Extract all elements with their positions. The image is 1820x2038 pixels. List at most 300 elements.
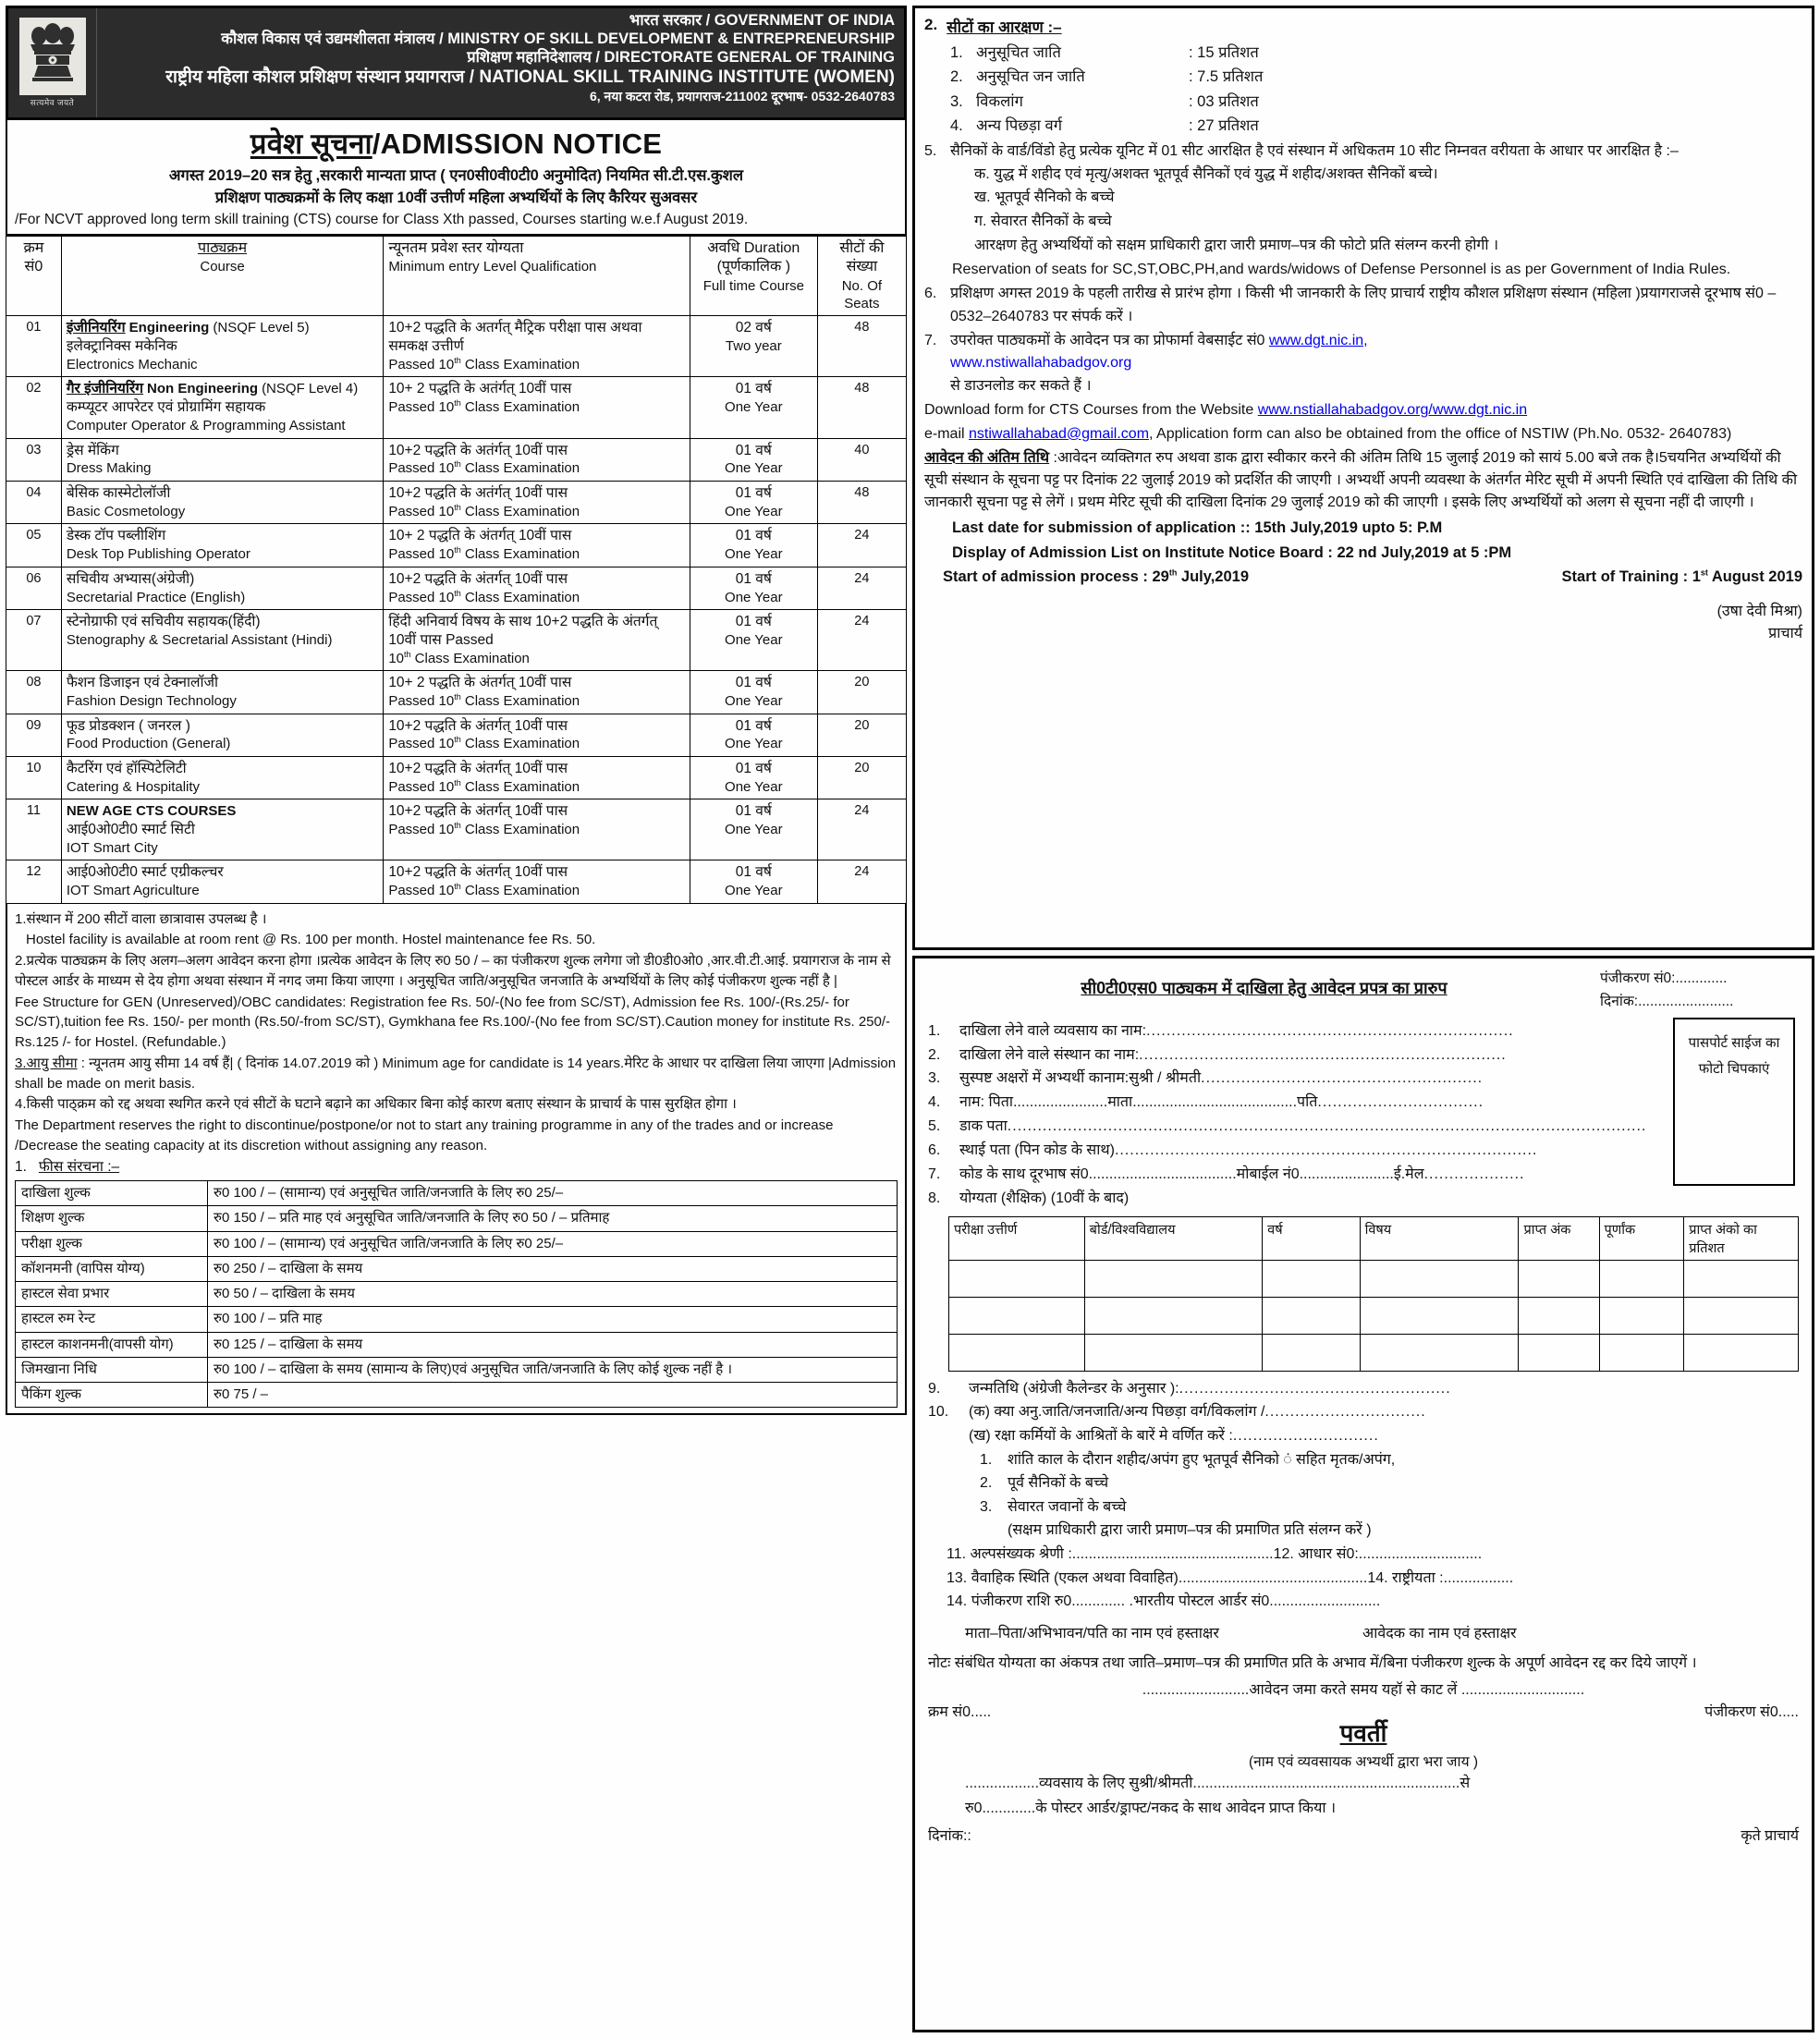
form-field-body[interactable]: स्थाई पता (पिन कोड के साथ).................................................................................... bbox=[959, 1142, 1538, 1159]
reservation-item-percent: : 03 प्रतिशत bbox=[1189, 92, 1259, 110]
field-category bbox=[928, 1400, 1799, 1424]
qualification-english: Passed 10th Class Examination bbox=[388, 882, 580, 899]
duration-english: One Year bbox=[725, 399, 783, 416]
form-field-dots: ......................................................................... bbox=[1146, 1022, 1514, 1039]
seats-cell: 24 bbox=[817, 610, 906, 671]
duration-hindi: 01 वर्ष bbox=[735, 864, 772, 881]
duration-hindi: 02 वर्ष bbox=[735, 320, 772, 336]
duration-english: One Year bbox=[725, 693, 783, 710]
qualification-cell bbox=[384, 610, 690, 671]
course-name-hindi: फूड प्रोडक्शन ( जनरल ) bbox=[66, 717, 190, 734]
fee-label: शिक्षण शुल्क bbox=[16, 1206, 208, 1231]
table-row bbox=[6, 438, 907, 481]
course-group-level: (NSQF Level 4) bbox=[262, 381, 359, 397]
form-field-body[interactable]: कोड के साथ दूरभाष सं0....................................मोबाईल नं0.......................ई.मेल.................... bbox=[959, 1166, 1525, 1183]
form-field-body[interactable]: सुस्पष्ट अक्षरों में अभ्यर्थी कानाम:सुश्री / श्रीमती........................................................ bbox=[959, 1070, 1484, 1087]
start-admission-post: July,2019 bbox=[1177, 568, 1249, 586]
defense-sub-text: सेवारत जवानों के बच्चे bbox=[1008, 1498, 1127, 1515]
seats-cell: 24 bbox=[817, 567, 906, 609]
seats-cell: 20 bbox=[817, 671, 906, 714]
form-title: सी0टी0एस0 पाठ्यकम में दाखिला हेतु आवेदन प्रपत्र का प्रारुप bbox=[1081, 979, 1447, 997]
fee-value: रु0 100 / – (सामान्य) एवं अनुसूचित जाति/जनजाति के लिए रु0 25/– bbox=[208, 1181, 898, 1206]
qualification-empty-cell[interactable] bbox=[1684, 1297, 1799, 1334]
form-field-number: 4. bbox=[928, 1094, 941, 1111]
form-field-body[interactable]: डाक पता............................................................................................................................... bbox=[959, 1118, 1647, 1135]
table-row bbox=[6, 799, 907, 860]
field-10-number: 10. bbox=[928, 1404, 949, 1421]
qualification-empty-cell[interactable] bbox=[1263, 1297, 1360, 1334]
qualification-col-header: पूर्णांक bbox=[1599, 1216, 1684, 1260]
defense-sub-item bbox=[980, 1448, 1799, 1472]
notice-subtitle-line2: प्रशिक्षण पाठ्यक्रमों के लिए कक्षा 10वीं उत्तीर्ण महिला अभ्यर्थियों के लिए कैरियर सुअवसर bbox=[214, 189, 698, 206]
course-name-cell bbox=[61, 799, 384, 860]
course-serial-no: 10 bbox=[6, 757, 62, 799]
field-10a-dots: ................................ bbox=[1264, 1404, 1426, 1421]
course-name-english: Electronics Mechanic bbox=[66, 356, 198, 372]
duration-cell bbox=[690, 524, 817, 567]
form-field-colon: :सुश्री / श्रीमती bbox=[1124, 1070, 1202, 1087]
nsti-website-link[interactable]: www.nstiwallahabadgov.org bbox=[950, 355, 1132, 372]
download-website-link[interactable]: www.nstiallahabadgov.org/www.dgt.nic.in bbox=[1257, 401, 1528, 418]
form-note: नोटः संबंधित योग्यता का अंकपत्र तथा जाति–प्रमाण–पत्र की प्रमाणित प्रति के अभाव में/बिना पंजीकरण शुल्क के अपूर्ण आवेदन रद्द कर दिये जाएगें । bbox=[928, 1654, 1697, 1671]
registration-box bbox=[1600, 968, 1799, 1014]
duration-english: One Year bbox=[725, 883, 783, 899]
reservation-item-percent: : 15 प्रतिशत bbox=[1189, 44, 1259, 61]
form-field-dots: .................... bbox=[1423, 1166, 1525, 1183]
course-name-cell bbox=[61, 757, 384, 799]
qualification-empty-cell[interactable] bbox=[1519, 1334, 1599, 1371]
last-date-paragraph bbox=[924, 447, 1802, 514]
qualification-table bbox=[948, 1216, 1799, 1372]
fee-value: रु0 100 / – दाखिला के समय (सामान्य के लिए)एवं अनुसूचित जाति/जनजाति के लिए कोई शुल्क नहीं है । bbox=[208, 1357, 898, 1382]
field-minority-aadhaar[interactable]: 11. अल्पसंख्यक श्रेणी :.................................................12. आधार सं0:.............................. bbox=[947, 1546, 1483, 1562]
qualification-cell bbox=[384, 316, 690, 377]
course-name-english: IOT Smart Agriculture bbox=[66, 883, 200, 899]
course-group-hindi: गैर इंजीनियरिंग bbox=[66, 381, 143, 397]
course-serial-no: 06 bbox=[6, 567, 62, 609]
field-10a-text[interactable] bbox=[969, 1400, 1799, 1424]
qualification-cell bbox=[384, 714, 690, 756]
field-marital-nationality[interactable]: 13. वैवाहिक स्थिति (एकल अथवा विवाहित)..............................................14. राष्ट्रीयता :................. bbox=[947, 1569, 1514, 1586]
start-admission-sup: th bbox=[1168, 567, 1178, 578]
fee-label: पैकिंग शुल्क bbox=[16, 1383, 208, 1408]
field-10b-dots: ............................. bbox=[1232, 1428, 1379, 1445]
course-serial-no: 08 bbox=[6, 671, 62, 714]
course-name-cell bbox=[61, 610, 384, 671]
course-name-english: Fashion Design Technology bbox=[66, 693, 237, 710]
principal-name: (उषा देवी मिश्रा) bbox=[1716, 603, 1802, 619]
qualification-empty-cell[interactable] bbox=[949, 1334, 1085, 1371]
notice-subtitle-line1: अगस्त 2019–20 सत्र हेतु ,सरकारी मान्यता प्राप्त ( एन0सी0वी0टी0 अनुमोदित) नियमित सी.टी.एस.कुशल bbox=[168, 167, 744, 184]
qualification-col-header: परीक्षा उत्तीर्ण bbox=[949, 1216, 1085, 1260]
email-link[interactable]: nstiwallahabad@gmail.com bbox=[969, 425, 1150, 442]
defense-sub-number: 2. bbox=[980, 1475, 993, 1492]
fee-label: हास्टल सेवा प्रभार bbox=[16, 1282, 208, 1307]
field-9-text[interactable] bbox=[969, 1377, 1799, 1401]
fee-value: रु0 50 / – दाखिला के समय bbox=[208, 1282, 898, 1307]
reservation-heading bbox=[924, 16, 1802, 37]
seats-cell: 40 bbox=[817, 438, 906, 481]
start-training-post: August 2019 bbox=[1707, 568, 1802, 586]
qualification-header-row bbox=[949, 1216, 1799, 1260]
qualification-empty-cell[interactable] bbox=[1360, 1334, 1519, 1371]
field-registration-amount[interactable]: 14. पंजीकरण राशि रु0............. .भारतीय पोस्टल आर्डर सं0........................... bbox=[947, 1593, 1381, 1610]
course-group-english: NEW AGE CTS COURSES bbox=[66, 803, 237, 820]
form-field-row bbox=[928, 1019, 1664, 1043]
qualification-cell bbox=[384, 860, 690, 903]
qualification-col-header: प्राप्त अंको का प्रतिशत bbox=[1684, 1216, 1799, 1260]
masthead bbox=[6, 6, 907, 120]
seats-cell: 20 bbox=[817, 757, 906, 799]
form-field-body[interactable]: नाम: पिता.......................माता........................................पति................................. bbox=[959, 1094, 1484, 1111]
qualification-empty-cell[interactable] bbox=[1084, 1260, 1263, 1297]
reservation-certificate-note: आरक्षण हेतु अभ्यर्थियों को सक्षम प्राधिकारी द्वारा जारी प्रमाण–पत्र की फोटो प्रति संलग्न करनी होगी । bbox=[974, 237, 1499, 253]
duration-english: One Year bbox=[725, 778, 783, 795]
qualification-english: 10th Class Examination bbox=[388, 649, 530, 666]
course-name-cell bbox=[61, 860, 384, 903]
qualification-hindi: 10+2 पद्धति के अंतर्गत् 10वीं पास bbox=[388, 864, 568, 881]
fee-value: रु0 150 / – प्रति माह एवं अनुसूचित जाति/जनजाति के लिए रु0 50 / – प्रतिमाह bbox=[208, 1206, 898, 1231]
qualification-empty-row[interactable] bbox=[949, 1334, 1799, 1371]
form-fields-list bbox=[928, 1019, 1799, 1211]
fee-table-body bbox=[16, 1181, 898, 1408]
photo-paste-box: पासपोर्ट साईज का फोटो चिपकाएं bbox=[1673, 1018, 1795, 1186]
defense-sub-a: क. युद्ध में शहीद एवं मृत्यु/अशक्त भूतपूर्व सैनिकों एवं युद्ध में शहीद/अशक्त सैनिकों बच्चे। bbox=[974, 165, 1438, 182]
qualification-english: Passed 10th Class Examination bbox=[388, 692, 580, 710]
notice-title-block bbox=[6, 120, 907, 236]
qualification-cell bbox=[384, 757, 690, 799]
course-serial-no: 03 bbox=[6, 438, 62, 481]
fee-row bbox=[16, 1181, 898, 1206]
note-1-english: Hostel facility is available at room rent @ Rs. 100 per month. Hostel maintenance fee Rs. 50. bbox=[26, 932, 596, 948]
duration-hindi: 01 वर्ष bbox=[735, 381, 772, 397]
reservation-heading-text: सीटों का आरक्षण :– bbox=[947, 18, 1062, 36]
defense-sub-item bbox=[980, 1495, 1799, 1519]
registration-number-field[interactable]: पंजीकरण सं0:............. bbox=[1600, 970, 1728, 986]
start-admission-pre: Start of admission process : 29 bbox=[943, 568, 1169, 586]
qualification-empty-cell[interactable] bbox=[1360, 1297, 1519, 1334]
table-row bbox=[6, 757, 907, 799]
duration-hindi: 01 वर्ष bbox=[735, 484, 772, 501]
table-row bbox=[6, 316, 907, 377]
form-field-body[interactable]: योग्यता (शैक्षिक) (10वीं के बाद) bbox=[959, 1190, 1130, 1206]
qualification-col-header: प्राप्त अंक bbox=[1519, 1216, 1599, 1260]
duration-english: One Year bbox=[725, 589, 783, 605]
seats-cell: 24 bbox=[817, 524, 906, 567]
course-name-cell bbox=[61, 481, 384, 523]
course-name-hindi: इलेक्ट्रानिक्स मकेनिक bbox=[66, 337, 177, 354]
qualification-empty-cell[interactable] bbox=[1599, 1260, 1684, 1297]
field-dob bbox=[928, 1377, 1799, 1401]
reservation-item bbox=[950, 114, 1802, 138]
qualification-empty-cell[interactable] bbox=[1263, 1260, 1360, 1297]
course-group-english: Engineering bbox=[128, 320, 210, 336]
course-name-hindi: आई0ओ0टी0 स्मार्ट सिटी bbox=[66, 821, 195, 837]
defense-sub-text: शांति काल के दौरान शहीद/अपंग हुए भूतपूर्व सैनिको ं सहित मृतक/अपंग, bbox=[1008, 1451, 1396, 1468]
masthead-text bbox=[97, 8, 904, 117]
item-7-number: 7. bbox=[924, 332, 937, 348]
defense-sub-b: ख. भूतपूर्व सैनिको के बच्चे bbox=[974, 189, 1115, 206]
course-name-english: Desk Top Publishing Operator bbox=[66, 546, 250, 563]
form-field-number: 6. bbox=[928, 1142, 941, 1159]
course-serial-no: 01 bbox=[6, 316, 62, 377]
fee-structure-heading bbox=[15, 1157, 898, 1178]
course-name-hindi: कम्प्यूटर आपरेटर एवं प्रोग्रामिंग सहायक bbox=[66, 399, 266, 416]
course-serial-no: 04 bbox=[6, 481, 62, 523]
course-serial-no: 07 bbox=[6, 610, 62, 671]
fee-value: रु0 250 / – दाखिला के समय bbox=[208, 1256, 898, 1281]
reservation-list bbox=[950, 41, 1802, 139]
qualification-empty-cell[interactable] bbox=[1263, 1334, 1360, 1371]
note-4-hindi: 4.किसी पाठ्क्रम को रद्द अथवा स्थगित करने एवं सीटों के घटाने बढ़ाने का अधिकार बिना कोई कारण बताए संस्थान के प्राचार्य के पास सुरक्षित होगा । bbox=[15, 1096, 737, 1113]
course-name-english: IOT Smart City bbox=[66, 839, 158, 856]
col-seats: सीटों की संख्या No. Of Seats bbox=[817, 236, 906, 315]
course-name-cell bbox=[61, 377, 384, 438]
qualification-hindi: 10+2 पद्धति के अंतर्गत् 10वीं पास bbox=[388, 570, 568, 587]
course-name-english: Secretarial Practice (English) bbox=[66, 589, 246, 605]
qualification-table-head bbox=[949, 1216, 1799, 1260]
qualification-col-header: बोर्ड/विश्वविद्यालय bbox=[1084, 1216, 1263, 1260]
principal-title: प्राचार्य bbox=[1768, 625, 1802, 641]
field-defense-dependents bbox=[928, 1424, 1799, 1448]
qualification-cell bbox=[384, 481, 690, 523]
duration-hindi: 01 वर्ष bbox=[735, 675, 772, 691]
note-3-label: 3.आयु सीमा bbox=[15, 1055, 78, 1071]
qualification-hindi: 10+2 पद्धति के अतंर्गत् 10वीं पास bbox=[388, 442, 568, 458]
qualification-english: Passed 10th Class Examination bbox=[388, 588, 580, 605]
course-name-english: Computer Operator & Programming Assistant bbox=[66, 418, 346, 434]
reservation-item-category: अनुसूचित जाति bbox=[976, 44, 1061, 61]
form-field-body[interactable]: दाखिला लेने वाले व्यवसाय का नाम:......................................................................... bbox=[959, 1022, 1514, 1039]
qualification-empty-cell[interactable] bbox=[1599, 1334, 1684, 1371]
form-field-body[interactable]: दाखिला लेने वाले संस्थान का नाम:......................................................................... bbox=[959, 1046, 1507, 1063]
seats-cell: 48 bbox=[817, 316, 906, 377]
course-name-cell bbox=[61, 567, 384, 609]
reservation-note-english: Reservation of seats for SC,ST,OBC,PH,and wards/widows of Defense Personnel is as per Government of India Rules. bbox=[952, 262, 1731, 278]
course-serial-no: 12 bbox=[6, 860, 62, 903]
fee-heading-number: 1. bbox=[15, 1158, 27, 1175]
emblem-caption: सत्यमेव जयते bbox=[30, 98, 75, 107]
qualification-empty-cell[interactable] bbox=[949, 1260, 1085, 1297]
duration-english: One Year bbox=[725, 736, 783, 752]
duration-english: Two year bbox=[725, 337, 782, 354]
left-column bbox=[6, 6, 907, 2032]
course-name-hindi: बेसिक कास्मेटोलॉजी bbox=[66, 484, 171, 501]
reservation-item-category: अन्य पिछड़ा वर्ग bbox=[976, 117, 1062, 135]
qualification-empty-cell[interactable] bbox=[1684, 1260, 1799, 1297]
qualification-cell bbox=[384, 524, 690, 567]
applicant-signature-label: आवेदक का नाम एवं हस्ताक्षर bbox=[1362, 1625, 1517, 1641]
email-line bbox=[924, 423, 1802, 445]
fee-row bbox=[16, 1357, 898, 1382]
item-7-prefix: उपरोक्त पाठ्यकमों के आवेदन पत्र का प्रोफार्मा वेबसाईट सं0 bbox=[950, 332, 1269, 348]
course-name-cell bbox=[61, 316, 384, 377]
seats-cell: 48 bbox=[817, 377, 906, 438]
form-field-number: 2. bbox=[928, 1046, 941, 1063]
form-field-row bbox=[928, 1163, 1664, 1187]
courses-table bbox=[6, 236, 907, 904]
form-field-dots: ........................................................ bbox=[1201, 1070, 1484, 1087]
duration-hindi: 01 वर्ष bbox=[735, 717, 772, 734]
notes-section bbox=[6, 904, 907, 1416]
col-qualification: न्यूनतम प्रवेश स्तर योग्यता Minimum entry Level Qualification bbox=[384, 236, 690, 315]
duration-cell bbox=[690, 610, 817, 671]
duration-cell bbox=[690, 316, 817, 377]
dgt-line: प्रशिक्षण महानिदेशालय / DIRECTORATE GENERAL OF TRAINING bbox=[467, 49, 895, 67]
qualification-empty-row[interactable] bbox=[949, 1260, 1799, 1297]
fee-row bbox=[16, 1231, 898, 1256]
course-name-cell bbox=[61, 524, 384, 567]
qualification-hindi: 10+2 पद्धति के अंतर्गत् 10वीं पास bbox=[388, 761, 568, 777]
form-field-number: 1. bbox=[928, 1022, 941, 1039]
course-name-hindi: डेस्क टॉप पब्लीशिंग bbox=[66, 528, 166, 544]
qualification-hindi: 10+ 2 पद्धति के अंतर्गत् 10वीं पास bbox=[388, 528, 572, 544]
table-row bbox=[6, 860, 907, 903]
form-field-row bbox=[928, 1043, 1664, 1068]
duration-hindi: 01 वर्ष bbox=[735, 803, 772, 820]
field-10b-text[interactable] bbox=[969, 1424, 1799, 1448]
course-name-cell bbox=[61, 438, 384, 481]
guardian-signature-label: माता–पिता/अभिभावन/पति का नाम एवं हस्ताक्षर bbox=[965, 1625, 1219, 1641]
duration-english: One Year bbox=[725, 503, 783, 519]
notice-title-hindi: प्रवेश सूचना bbox=[250, 128, 373, 160]
table-row bbox=[6, 714, 907, 756]
course-name-english: Catering & Hospitality bbox=[66, 778, 201, 795]
col-course: पाठ्यक्रम Course bbox=[61, 236, 384, 315]
fee-value: रु0 75 / – bbox=[208, 1383, 898, 1408]
defense-certificate-note: (सक्षम प्राधिकारी द्वारा जारी प्रमाण–पत्र की प्रमाणित प्रति संलग्न करें ) bbox=[1008, 1522, 1372, 1539]
qualification-hindi: 10+2 पद्धति के अंतर्गत् 10वीं पास bbox=[388, 717, 568, 734]
col-serial-no: क्रम सं0 bbox=[6, 236, 62, 315]
qualification-empty-cell[interactable] bbox=[1599, 1297, 1684, 1334]
qualification-english: Passed 10th Class Examination bbox=[388, 502, 580, 519]
qualification-empty-cell[interactable] bbox=[1084, 1297, 1263, 1334]
seats-cell: 20 bbox=[817, 714, 906, 756]
qualification-english: Passed 10th Class Examination bbox=[388, 459, 580, 477]
qualification-cell bbox=[384, 377, 690, 438]
right-column bbox=[912, 6, 1814, 2032]
receipt-registration-no[interactable]: पंजीकरण सं0..... bbox=[1704, 1703, 1799, 1720]
qualification-empty-cell[interactable] bbox=[1084, 1334, 1263, 1371]
form-field-dots: ................................. bbox=[1317, 1094, 1484, 1111]
receipt-serial-no[interactable]: क्रम सं0..... bbox=[928, 1703, 992, 1720]
duration-cell bbox=[690, 671, 817, 714]
qualification-hindi: 10+ 2 पद्धति के अतंर्गत् 10वीं पास bbox=[388, 381, 572, 397]
item-7-suffix: से डाउनलोड कर सकते हैं । bbox=[950, 377, 1092, 394]
seats-cell: 24 bbox=[817, 860, 906, 903]
note-3 bbox=[15, 1054, 898, 1094]
dgt-website-link[interactable]: www.dgt.nic.in, bbox=[1268, 332, 1368, 348]
signature-block bbox=[924, 601, 1802, 645]
reservation-item-7 bbox=[924, 330, 1802, 397]
col-duration: अवधि Duration (पूर्णकालिक ) Full time Course bbox=[690, 236, 817, 315]
start-training-sup: st bbox=[1700, 567, 1708, 578]
course-name-english: Dress Making bbox=[66, 460, 152, 477]
fee-label: हास्टल काशनमनी(वापसी योग) bbox=[16, 1332, 208, 1357]
qualification-empty-cell[interactable] bbox=[1360, 1260, 1519, 1297]
item-5-number: 5. bbox=[924, 142, 937, 159]
display-list-line: Display of Admission List on Institute Notice Board : 22 nd July,2019 at 5 :PM bbox=[952, 543, 1512, 561]
table-row bbox=[6, 610, 907, 671]
fee-row bbox=[16, 1332, 898, 1357]
fee-row bbox=[16, 1206, 898, 1231]
reservation-item-5 bbox=[924, 140, 1802, 163]
reservation-item-percent: : 27 प्रतिशत bbox=[1189, 117, 1259, 135]
item-6-text: प्रशिक्षण अगस्त 2019 के पहली तारीख से प्रारंभ होगा । किसी भी जानकारी के लिए प्राचार्य राष्ट्रीय कौशल प्रशिक्षण संस्थान (महिला )प्रयागराजसे दूरभाष सं0 – 0532–2640783 पर संपर्क करें । bbox=[950, 286, 1777, 324]
form-field-row bbox=[928, 1067, 1664, 1091]
qualification-hindi: 10+ 2 पद्धति के अंतर्गत् 10वीं पास bbox=[388, 675, 572, 691]
qualification-english: Passed 10th Class Examination bbox=[388, 545, 580, 563]
duration-cell bbox=[690, 567, 817, 609]
receipt-footer-row bbox=[928, 1824, 1799, 1845]
defense-sub-c: ग. सेवारत सैनिकों के बच्चे bbox=[974, 214, 1112, 230]
qualification-empty-row[interactable] bbox=[949, 1297, 1799, 1334]
reservation-item-category: विकलांग bbox=[976, 92, 1023, 110]
qualification-empty-cell[interactable] bbox=[1684, 1334, 1799, 1371]
last-date-text: :आवेदन व्यक्तिगत रुप अथवा डाक द्वारा स्वीकार करने की अंतिम तिथि 15 जुलाई 2019 को सायं 5.00 बजे तक है।5चयनित अभ्यर्थियों की सूची संस्थान के सूचना पट्ट पर दिनांक 22 जुलाई 2019 को प्रदर्शित की जाएगी । अभ्यर्थी अपनी व्यवस्था के अंतर्गत मेरिट सूची में अपनी स्थिति एवं दाखिला की तिथि की जानकारी सूचना पट्ट से लेगें । प्रथम मेरिट सूची की दाखिला दिनांक 29 जुलाई 2019 को की जाएगी । इसके लिए अभ्यर्थियों को अलग से सूचना नहीं दी जाएगी । bbox=[924, 449, 1798, 510]
seats-cell: 24 bbox=[817, 799, 906, 860]
table-row bbox=[6, 567, 907, 609]
defense-sub-text: पूर्व सैनिकों के बच्चे bbox=[1008, 1475, 1109, 1492]
form-header-row bbox=[928, 968, 1799, 1014]
registration-date-field[interactable]: दिनांक:........................ bbox=[1600, 993, 1734, 1009]
course-serial-no: 11 bbox=[6, 799, 62, 860]
courses-table-body bbox=[6, 316, 907, 904]
course-group-english: Non Engineering bbox=[147, 381, 259, 397]
note-1-hindi: 1.संस्थान में 200 सीटों वाला छात्रावास उपलब्ध है । bbox=[15, 910, 267, 927]
application-form-panel bbox=[912, 956, 1814, 2032]
defense-sub-item bbox=[980, 1471, 1799, 1495]
course-group-level: (NSQF Level 5) bbox=[213, 320, 310, 336]
qualification-empty-cell[interactable] bbox=[949, 1297, 1085, 1334]
national-emblem bbox=[8, 8, 97, 117]
courses-table-head bbox=[6, 236, 907, 315]
fee-label: दाखिला शुल्क bbox=[16, 1181, 208, 1206]
fee-row bbox=[16, 1256, 898, 1281]
qualification-english: Passed 10th Class Examination bbox=[388, 355, 580, 372]
address-line: 6, नया कटरा रोड, प्रयागराज-211002 दूरभाष- 0532-2640783 bbox=[589, 88, 895, 104]
receipt-line-2[interactable]: रु0.............के पोस्टर आर्डर/ड्राफ्ट/नकद के साथ आवेदन प्राप्त किया । bbox=[965, 1800, 1337, 1816]
fee-row bbox=[16, 1307, 898, 1332]
table-row bbox=[6, 481, 907, 523]
form-field-colon: : bbox=[1134, 1046, 1140, 1063]
form-field-colon: : bbox=[1142, 1022, 1147, 1039]
duration-cell bbox=[690, 481, 817, 523]
item-7-text bbox=[950, 330, 1802, 397]
form-field-dots: ......................................................................... bbox=[1139, 1046, 1507, 1063]
reservation-item bbox=[950, 65, 1802, 89]
duration-cell bbox=[690, 860, 817, 903]
qualification-empty-cell[interactable] bbox=[1519, 1297, 1599, 1334]
fee-row bbox=[16, 1383, 898, 1408]
qualification-english: Passed 10th Class Examination bbox=[388, 398, 580, 416]
course-name-hindi: कैटरिंग एवं हॉस्पिटेलिटी bbox=[66, 761, 187, 777]
form-field-number: 3. bbox=[928, 1070, 941, 1087]
defense-sub-number: 1. bbox=[980, 1451, 993, 1468]
qualification-empty-cell[interactable] bbox=[1519, 1260, 1599, 1297]
duration-cell bbox=[690, 799, 817, 860]
form-field-dots: ............................................................................................................................... bbox=[1007, 1118, 1647, 1135]
receipt-date-field[interactable]: दिनांक:: bbox=[928, 1828, 971, 1845]
field-10b-label: (ख) रक्षा कर्मियों के आश्रितों के बारें मे वर्णित करें : bbox=[969, 1428, 1233, 1445]
field-9-label: जन्मतिथि (अंग्रेजी कैलेन्डर के अनुसार ): bbox=[969, 1380, 1179, 1397]
reservation-item-number: 3. bbox=[950, 92, 963, 110]
duration-hindi: 01 वर्ष bbox=[735, 614, 772, 630]
receipt-line-1[interactable]: ..................व्यवसाय के लिए सुश्री/श्रीमती.................................................................से bbox=[965, 1775, 1471, 1791]
email-prefix: e-mail bbox=[924, 425, 970, 442]
fee-value: रु0 100 / – प्रति माह bbox=[208, 1307, 898, 1332]
fee-table bbox=[15, 1180, 898, 1408]
